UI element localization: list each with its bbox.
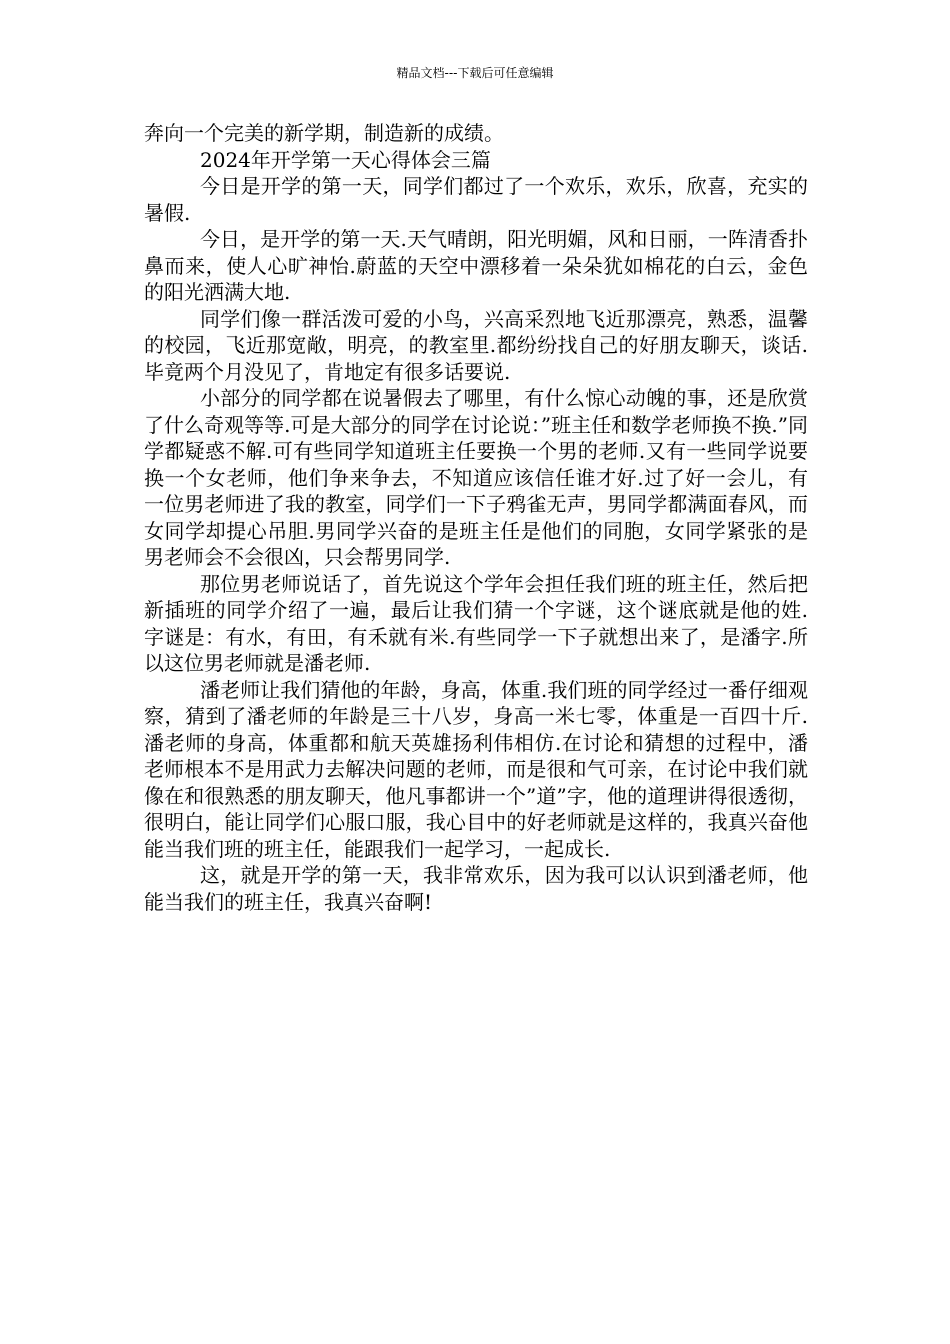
paragraph: 同学们像一群活泼可爱的小鸟，兴高采烈地飞近那漂亮，熟悉，温馨的校园，飞近那宽敞，明亮，的教室里.都纷纷找自己的好朋友聊天，谈话.毕竟两个月没见了，肯地定有很多话要说. bbox=[144, 306, 808, 384]
paragraph: 今日，是开学的第一天.天气晴朗，阳光明媚，风和日丽，一阵清香扑鼻而来，使人心旷神怡.蔚蓝的天空中漂移着一朵朵犹如棉花的白云，金色的阳光洒满大地. bbox=[144, 227, 808, 304]
paragraph-continuation: 奔向一个完美的新学期，制造新的成绩。 bbox=[144, 121, 504, 145]
document-body bbox=[144, 120, 808, 915]
page-header: 精品文档---下载后可任意编辑 bbox=[396, 66, 554, 80]
paragraph: 潘老师让我们猜他的年龄，身高，体重.我们班的同学经过一番仔细观察，猜到了潘老师的年龄是三十八岁，身高一米七零，体重是一百四十斤.潘老师的身高，体重都和航天英雄扬利伟相仿.在讨论和猜想的过程中，潘老师根本不是用武力去解决问题的老师，而是很和气可亲，在讨论中我们就像在和很熟悉的朋友聊天，他凡事都讲一个”道”字，他的道理讲得很透彻，很明白，能让同学们心服口服，我心目中的好老师就是这样的，我真兴奋他能当我们班的班主任，能跟我们一起学习，一起成长. bbox=[144, 677, 808, 861]
paragraph: 这，就是开学的第一天，我非常欢乐，因为我可以认识到潘老师，他能当我们的班主任，我真兴奋啊! bbox=[144, 863, 808, 914]
paragraph: 那位男老师说话了，首先说这个学年会担任我们班的班主任，然后把新插班的同学介绍了一遍，最后让我们猜一个字谜，这个谜底就是他的姓.字谜是：有水，有田，有禾就有米.有些同学一下子就想出来了，是潘字.所以这位男老师就是潘老师. bbox=[144, 571, 808, 675]
paragraph: 今日是开学的第一天，同学们都过了一个欢乐，欢乐，欣喜，充实的暑假. bbox=[144, 174, 808, 225]
paragraph: 小部分的同学都在说暑假去了哪里，有什么惊心动魄的事，还是欣赏了什么奇观等等.可是大部分的同学在讨论说：”班主任和数学老师换不换.”同学都疑惑不解.可有些同学知道班主任要换一个男的老师.又有一些同学说要换一个女老师，他们争来争去，不知道应该信任谁才好.过了好一会儿，有一位男老师进了我的教室，同学们一下子鸦雀无声，男同学都满面春风，而女同学却提心吊胆.男同学兴奋的是班主任是他们的同胞，女同学紧张的是男老师会不会很凶，只会帮男同学. bbox=[144, 386, 808, 569]
section-title: 2024年开学第一天心得体会三篇 bbox=[200, 147, 491, 172]
